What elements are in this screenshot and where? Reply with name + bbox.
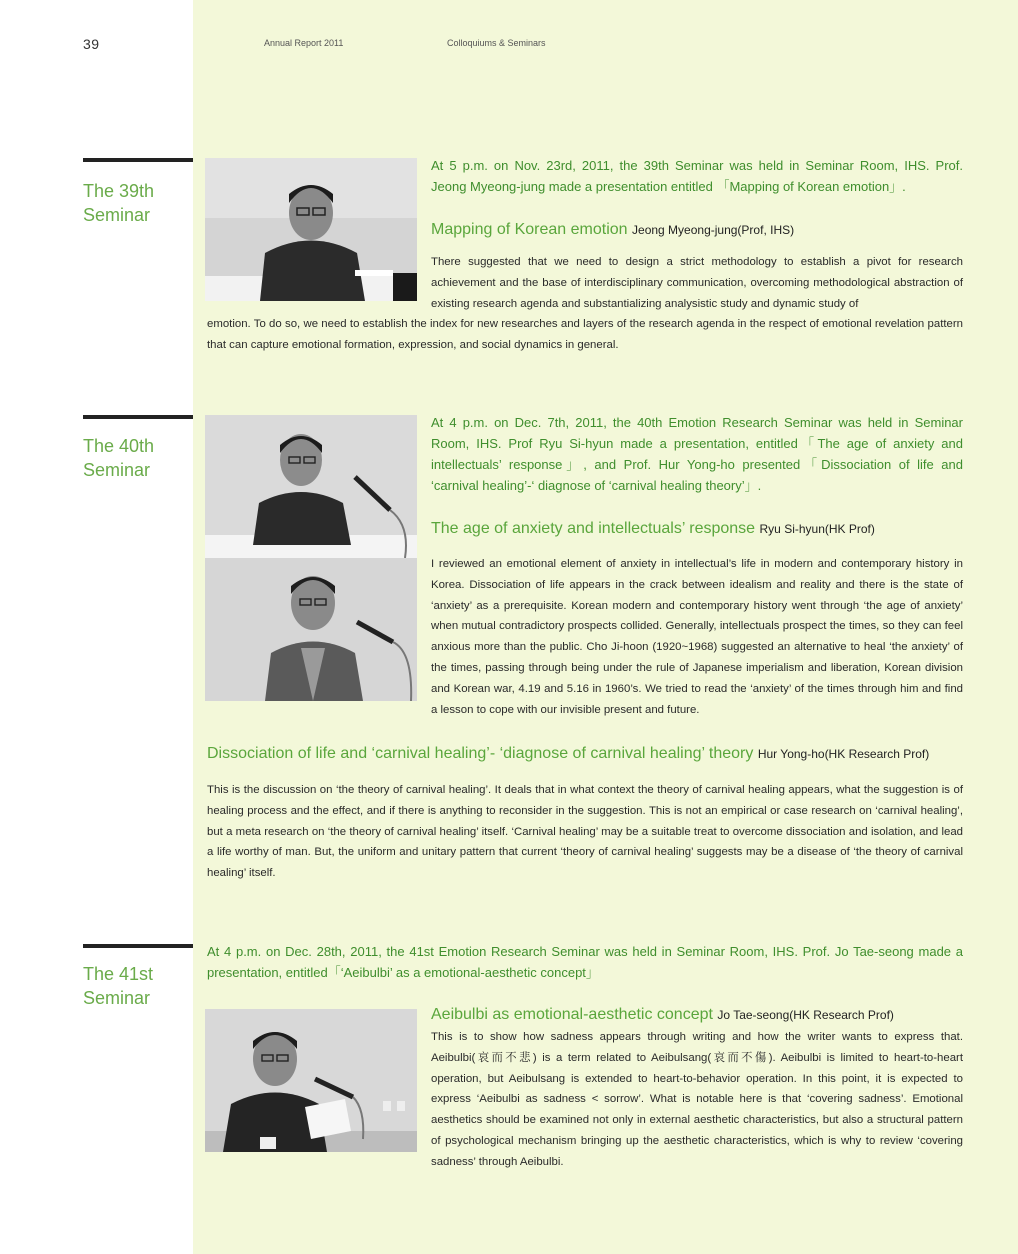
seminar-40-talk-2-text: This is the discussion on ‘the theory of carnival healing’. It deals that in what context the theory of carnival healing appears, what the suggestion is of healing process and the effect, and if there is anything to reconsider in the suggestion. This is not an empirical or case research on ‘carnival healing’, but a meta research on ‘the theory of carnival healing’ itself. ‘Carnival healing’ may be a suitable treat to overcome dissociation and isolation, and lead a life worthy of man. But, the uniform and unitary pattern that current ‘theory of carnival healing’ suggests may be a disease of ‘the theory of carnival healing’ itself.	[207, 784, 963, 880]
section-rule	[83, 415, 193, 419]
seminar-40-talk-1-text: I reviewed an emotional element of anxiety in intellectual’s life in modern and contemporary history in Korea. Dissociation of life appears in the crack between idealism and reality and there is the state of ‘anxiety’ as a prerequisite. Korean modern and contemporary history went through ‘the age of anxiety’ when mutual contradictory prospects collided. Generally, intellectuals prospect the times, so they can feel anxious more than the public. Cho Ji-hoon (1920~1968) suggested an alternative to heal ‘the anxiety’ of the times, passing through being under the rule of Japanese imperialism and liberation, Korean division and Korean war, 4.19 and 5.16 in 1960’s. We tried to read the ‘anxiety’ of the times through him and find a lesson to cope with our invisible present and future.	[431, 558, 963, 716]
seminar-40-title: The 40th Seminar	[83, 436, 155, 480]
section-rule	[83, 158, 193, 162]
talk-author: Jeong Myeong-jung(Prof, IHS)	[632, 223, 795, 237]
section-rule	[83, 944, 193, 948]
seminar-40-talk-1-heading	[431, 519, 875, 539]
seminar-39-photo	[205, 158, 417, 301]
seminar-40-talk-2-heading	[207, 744, 929, 764]
seminar-39-intro: At 5 p.m. on Nov. 23rd, 2011, the 39th Seminar was held in Seminar Room, IHS. Prof. Jeong Myeong-jung made a presentation entitled 「Mapping of Korean emotion」.	[431, 158, 963, 194]
talk-author: Ryu Si-hyun(HK Prof)	[759, 522, 875, 536]
talk-title: Aeibulbi as emotional-aesthetic concept	[431, 1006, 713, 1023]
seminar-41-photo	[205, 1009, 417, 1152]
talk-title: Dissociation of life and ‘carnival healing’- ‘diagnose of carnival healing’ theory	[207, 745, 754, 762]
publication-title: Annual Report 2011	[264, 38, 344, 48]
talk-author: Jo Tae-seong(HK Research Prof)	[717, 1008, 894, 1022]
seminar-40-photo-2	[205, 558, 417, 701]
seminar-39-title: The 39th Seminar	[83, 181, 155, 225]
talk-author: Hur Yong-ho(HK Research Prof)	[757, 747, 930, 761]
talk-title: The age of anxiety and intellectuals’ response	[431, 520, 756, 537]
seminar-39-talk-1-text-full: emotion. To do so, we need to establish the index for new researches and layers of the research agenda in the respect of emotional revelation pattern that can capture emotional formation, expression, and social dynamics in general.	[207, 318, 963, 351]
seminar-39-talk-1-text-wrapped: There suggested that we need to design a strict methodology to establish a pivot for research achievement and the base of interdisciplinary communication, overcoming methodological abstraction of existing research agenda and substantializing analysistic study and dynamic study of	[431, 256, 963, 310]
seminar-39-talk-1-heading	[431, 220, 794, 240]
section-title: Colloquiums & Seminars	[447, 38, 546, 48]
seminar-41-title: The 41st Seminar	[83, 964, 154, 1008]
seminar-40-photo-1	[205, 415, 417, 558]
page-number: 39	[83, 36, 100, 52]
seminar-41-intro: At 4 p.m. on Dec. 28th, 2011, the 41st Emotion Research Seminar was held in Seminar Room, IHS. Prof. Jo Tae-seong made a presentation, entitled「‘Aeibulbi’ as a emotional-aesthetic concept」	[207, 944, 963, 980]
talk-title: Mapping of Korean emotion	[431, 221, 628, 238]
seminar-40-intro: At 4 p.m. on Dec. 7th, 2011, the 40th Emotion Research Seminar was held in Seminar Room, IHS. Prof Ryu Si-hyun made a presentation, entitled「The age of anxiety and intellectuals’ response」, and Prof. Hur Yong-ho presented「Dissociation of life and ‘carnival healing’-‘ diagnose of ‘carnival healing theory’」.	[431, 415, 963, 493]
seminar-41-talk-1-text: This is to show how sadness appears through writing and how the writer wants to express that. Aeibulbi(哀而不悲) is a term related to Aeibulsang(哀而不傷). Aeibulbi is limited to heart-to-heart operation, but Aeibulsang is extended to heart-to-behavior operation. In this point, it is expected to express ‘Aeibulbi as sadness < sorrow’. What is notable here is that ‘covering sadness’. Emotional aesthetics should be examined not only in external aesthetic characteristics, but also a structural pattern of psychological mechanism bringing up the aesthetic characteristics, which is why to review ‘covering sadness’ through Aeibulbi.	[431, 1031, 963, 1168]
seminar-41-talk-1-heading	[431, 1005, 894, 1025]
